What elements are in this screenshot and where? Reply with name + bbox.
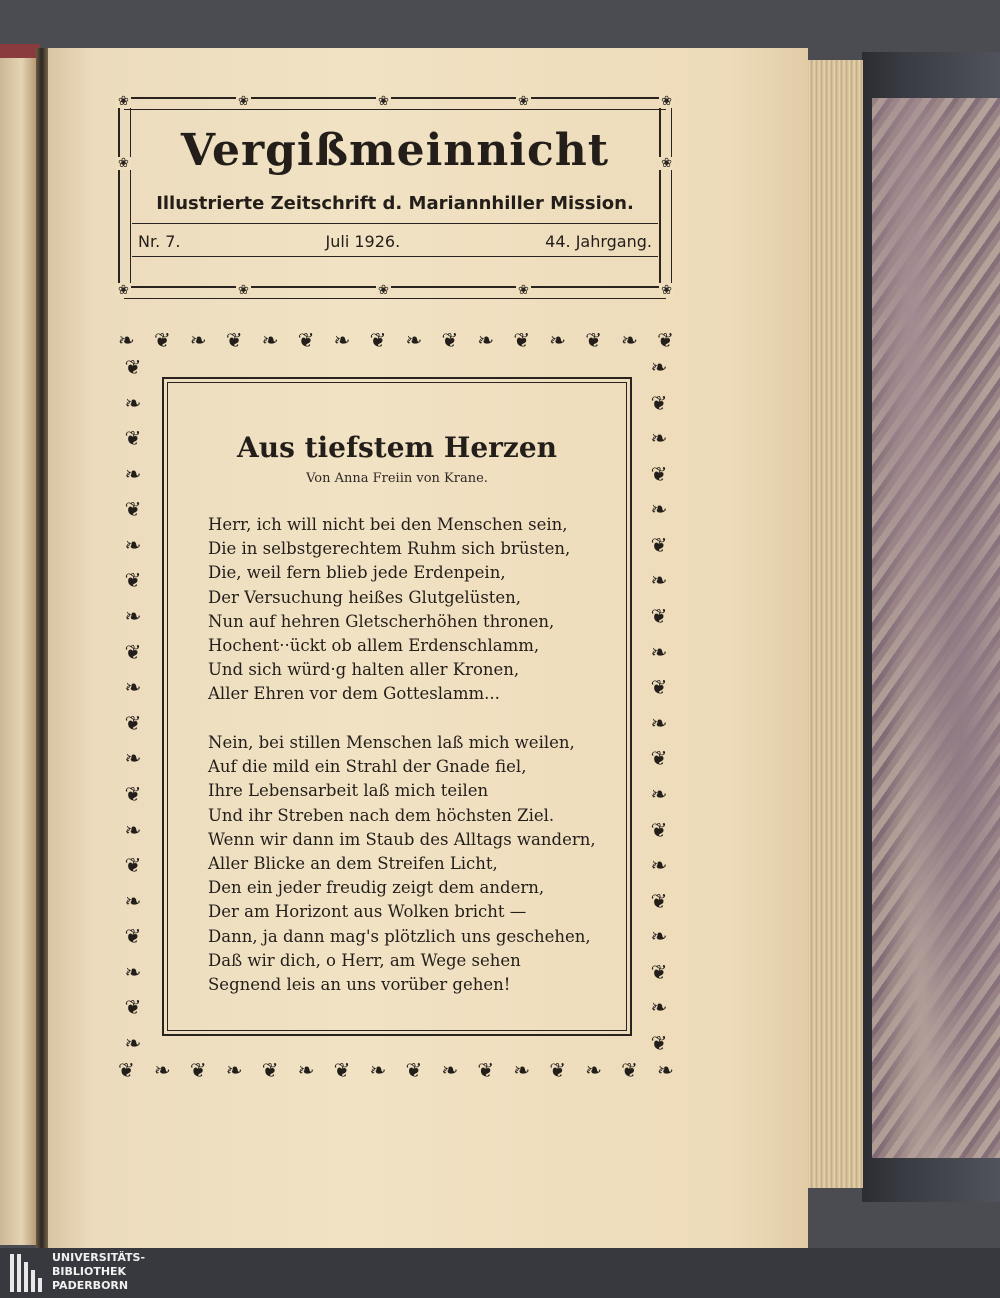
scroll-ornament-icon: ❧ <box>124 675 142 700</box>
scroll-ornament-icon: ❧ <box>650 924 668 949</box>
scroll-ornament-icon: ❦ <box>650 675 668 700</box>
masthead-top-rule <box>124 94 666 110</box>
scroll-ornament-icon: ❧ <box>124 959 142 984</box>
scroll-ornament-icon: ❧ <box>513 1058 531 1082</box>
library-logo-icon <box>10 1254 46 1292</box>
rosette-icon: ❀ <box>118 156 129 171</box>
scroll-ornament-icon: ❧ <box>369 1058 387 1082</box>
scroll-ornament-icon: ❧ <box>124 461 142 486</box>
scroll-ornament-icon: ❦ <box>650 746 668 771</box>
scroll-ornament-icon: ❦ <box>650 1030 668 1055</box>
scroll-ornament-icon: ❧ <box>477 328 495 352</box>
scroll-ornament-icon: ❦ <box>405 1058 423 1082</box>
scroll-ornament-icon: ❧ <box>124 390 142 415</box>
scroll-ornament-icon: ❧ <box>118 328 135 352</box>
rosette-icon: ❀ <box>118 283 129 298</box>
scroll-ornament-icon: ❦ <box>124 995 142 1020</box>
scroll-ornament-icon: ❦ <box>333 1058 351 1082</box>
volume-year: 44. Jahrgang. <box>545 232 652 251</box>
scroll-ornament-icon: ❦ <box>124 924 142 949</box>
poem-line: Aller Blicke an dem Streifen Licht, <box>208 854 498 874</box>
library-name-line: BIBLIOTHEK <box>52 1265 127 1278</box>
scroll-ornament-icon: ❧ <box>261 328 279 352</box>
poem-line: Aller Ehren vor dem Gotteslamm... <box>208 684 500 704</box>
scroll-ornament-icon: ❦ <box>124 426 142 451</box>
scroll-ornament-icon: ❦ <box>124 568 142 593</box>
scroll-ornament-icon: ❦ <box>513 328 531 352</box>
scroll-ornament-icon: ❧ <box>650 426 668 451</box>
binding-ribbon <box>0 44 40 58</box>
rosette-icon: ❀ <box>238 283 249 298</box>
issue-info <box>138 232 652 251</box>
ornament-row-bottom <box>118 1055 674 1085</box>
scroll-ornament-icon: ❦ <box>124 781 142 806</box>
scroll-ornament-icon: ❧ <box>297 1058 315 1082</box>
scroll-ornament-icon: ❦ <box>650 604 668 629</box>
scroll-ornament-icon: ❦ <box>585 328 602 352</box>
scroll-ornament-icon: ❧ <box>621 328 638 352</box>
page-edges <box>808 60 863 1188</box>
scroll-ornament-icon: ❧ <box>124 604 142 629</box>
scroll-ornament-icon: ❦ <box>650 959 668 984</box>
poem-line: Und sich würd·g halten aller Kronen, <box>208 660 520 680</box>
poem-line: Der Versuchung heißes Glutgelüsten, <box>208 587 522 607</box>
scroll-ornament-icon: ❧ <box>405 328 423 352</box>
poem-line: Auf die mild ein Strahl der Gnade fiel, <box>208 757 527 777</box>
scroll-ornament-icon: ❧ <box>650 995 668 1020</box>
scroll-ornament-icon: ❦ <box>441 328 459 352</box>
scroll-ornament-icon: ❦ <box>225 328 243 352</box>
poem-box <box>162 377 632 1036</box>
scroll-ornament-icon: ❦ <box>124 853 142 878</box>
library-footer <box>0 1248 1000 1298</box>
poem-line: Der am Horizont aus Wolken bricht — <box>208 902 527 922</box>
poem-line: Daß wir dich, o Herr, am Wege sehen <box>208 950 521 970</box>
rosette-icon: ❀ <box>118 94 129 109</box>
scroll-ornament-icon: ❧ <box>189 328 207 352</box>
scroll-ornament-icon: ❦ <box>124 639 142 664</box>
poem-frame <box>118 325 674 1085</box>
scroll-ornament-icon: ❦ <box>118 1058 135 1082</box>
poem-line: Segnend leis an uns vorüber gehen! <box>208 975 511 995</box>
library-name-line: UNIVERSITÄTS- <box>52 1251 146 1264</box>
poem-line: Nein, bei stillen Menschen laß mich weilen, <box>208 733 575 752</box>
scroll-ornament-icon: ❧ <box>225 1058 243 1082</box>
marbled-cover <box>872 98 1000 1158</box>
scroll-ornament-icon: ❧ <box>441 1058 459 1082</box>
ornament-column-left <box>118 355 148 1055</box>
poem-line: Wenn wir dann im Staub des Alltags wandern, <box>208 829 596 849</box>
scroll-ornament-icon: ❦ <box>297 328 315 352</box>
magazine-subtitle: Illustrierte Zeitschrift d. Mariannhiller Mission. <box>156 193 634 214</box>
rosette-icon: ❀ <box>238 94 249 109</box>
scroll-ornament-icon: ❧ <box>124 817 142 842</box>
stanza-1 <box>208 513 570 707</box>
scroll-ornament-icon: ❧ <box>124 888 142 913</box>
scroll-ornament-icon: ❧ <box>650 355 668 379</box>
scroll-ornament-icon: ❧ <box>333 328 351 352</box>
issue-number: Nr. 7. <box>138 232 181 251</box>
scroll-ornament-icon: ❦ <box>657 328 674 352</box>
rosette-icon: ❀ <box>518 94 529 109</box>
poem-line: Die in selbstgerechtem Ruhm sich brüsten, <box>208 539 571 559</box>
rosette-icon: ❀ <box>518 283 529 298</box>
scroll-ornament-icon: ❦ <box>477 1058 495 1082</box>
ornament-column-right <box>644 355 674 1055</box>
scroll-ornament-icon: ❦ <box>261 1058 279 1082</box>
left-page-edge <box>0 50 36 1245</box>
scroll-ornament-icon: ❦ <box>650 817 668 842</box>
scroll-ornament-icon: ❧ <box>124 532 142 557</box>
rosette-icon: ❀ <box>661 283 672 298</box>
rosette-icon: ❀ <box>661 94 672 109</box>
poem-line: Den ein jeder freudig zeigt dem andern, <box>208 878 545 898</box>
scroll-ornament-icon: ❧ <box>657 1058 674 1082</box>
scroll-ornament-icon: ❦ <box>650 461 668 486</box>
scroll-ornament-icon: ❦ <box>124 355 142 379</box>
masthead-bottom-rule <box>124 283 666 299</box>
issue-date: Juli 1926. <box>325 232 401 251</box>
scroll-ornament-icon: ❧ <box>650 568 668 593</box>
rosette-icon: ❀ <box>378 283 389 298</box>
poem-line: Die, weil fern blieb jede Erdenpein, <box>208 563 506 583</box>
info-rule-bottom <box>132 256 658 257</box>
poem-title: Aus tiefstem Herzen <box>236 431 557 464</box>
scroll-ornament-icon: ❦ <box>153 328 171 352</box>
scroll-ornament-icon: ❧ <box>549 328 567 352</box>
scroll-ornament-icon: ❦ <box>650 888 668 913</box>
scroll-ornament-icon: ❦ <box>124 497 142 522</box>
scroll-ornament-icon: ❧ <box>124 746 142 771</box>
rosette-icon: ❀ <box>378 94 389 109</box>
scroll-ornament-icon: ❦ <box>650 532 668 557</box>
scroll-ornament-icon: ❦ <box>369 328 387 352</box>
scroll-ornament-icon: ❦ <box>650 390 668 415</box>
scroll-ornament-icon: ❦ <box>549 1058 567 1082</box>
rosette-icon: ❀ <box>661 156 672 171</box>
ornament-row-top <box>118 325 674 355</box>
scroll-ornament-icon: ❧ <box>650 639 668 664</box>
poem-line: Und ihr Streben nach dem höchsten Ziel. <box>208 805 555 825</box>
scroll-ornament-icon: ❧ <box>153 1058 171 1082</box>
scroll-ornament-icon: ❧ <box>650 710 668 735</box>
scroll-ornament-icon: ❧ <box>124 1030 142 1055</box>
scroll-ornament-icon: ❧ <box>650 497 668 522</box>
scroll-ornament-icon: ❦ <box>621 1058 638 1082</box>
magazine-title: Vergißmeinnicht <box>180 125 610 176</box>
scroll-ornament-icon: ❦ <box>124 710 142 735</box>
poem-line: Ihre Lebensarbeit laß mich teilen <box>208 781 489 801</box>
library-name-line: PADERBORN <box>52 1279 129 1292</box>
poem-line: Nun auf hehren Gletscherhöhen thronen, <box>208 611 555 631</box>
poem-author: Von Anna Freiin von Krane. <box>306 471 488 486</box>
masthead <box>116 93 674 300</box>
poem-line: Herr, ich will nicht bei den Menschen sein, <box>208 515 568 534</box>
right-page <box>48 48 808 1248</box>
scroll-ornament-icon: ❧ <box>650 853 668 878</box>
stanza-2 <box>208 731 596 997</box>
scroll-ornament-icon: ❧ <box>585 1058 602 1082</box>
poem-line: Hochent··ückt ob allem Erdenschlamm, <box>208 636 540 656</box>
info-rule-top <box>132 223 658 224</box>
library-name <box>52 1251 145 1293</box>
poem-line: Dann, ja dann mag's plötzlich uns geschehen, <box>208 926 591 946</box>
scroll-ornament-icon: ❧ <box>650 781 668 806</box>
scroll-ornament-icon: ❦ <box>189 1058 207 1082</box>
